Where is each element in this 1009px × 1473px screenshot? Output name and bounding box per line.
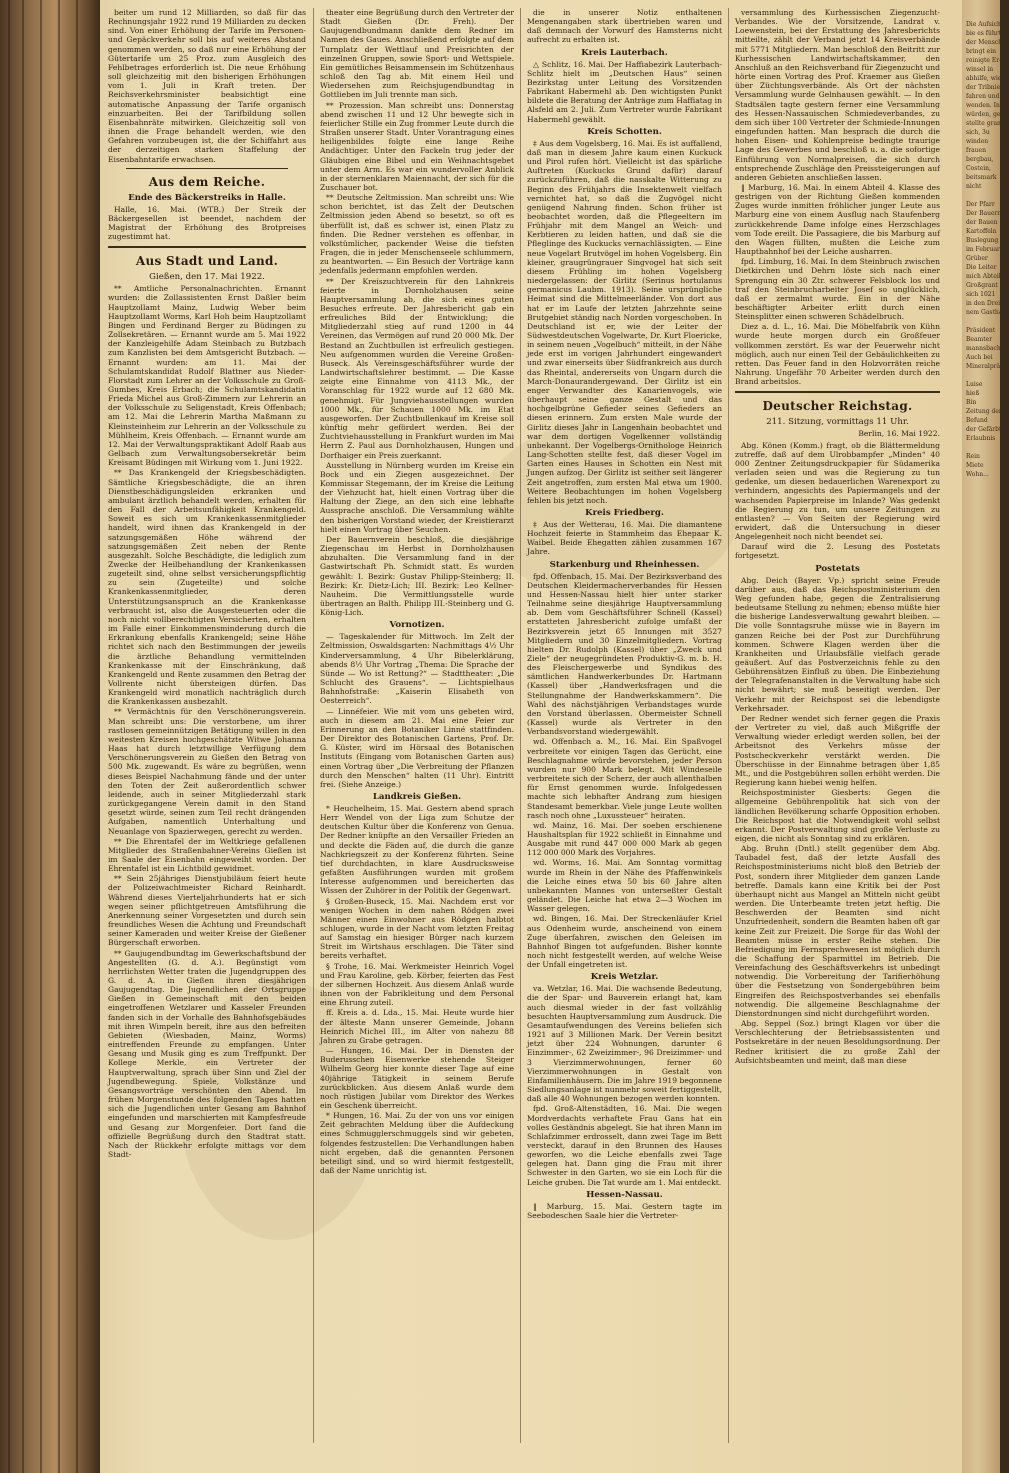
article-text: ** Sein 25jähriges Dienstjubiläum feiert heute der Polizeiwachtmeister Richard Reinhardt. Während dieses Vierteljahrhunderts hat er sich wegen seiner pflichtgetreuen Amtsführung die Anerkennung seiner Vorgesetzten und durch sein freundliches Wesen die Achtung und Freundschaft seiner Kameraden und weiter Kreise der Gießener Bürgerschaft erworben. [108,874,306,948]
section-heading: Starkenburg und Rheinhessen. [549,559,700,570]
article-text: ‖ Marburg, 15. Mai. Gestern tagte im Seebodeschen Saale hier die Vertreter- [527,1201,722,1220]
article-text: Darauf wird die 2. Lesung des Postetats fortgesetzt. [735,542,940,561]
article-text: ** Die Ehrentafel der im Weltkriege gefallenen Mitglieder des Straßenbahner-Vereins Gießen ist im Saale der Eisenbahn eingeweiht worden. Der Ehrentafel ist ein Lichtbild gewidmet. [108,836,306,874]
session-line: 211. Sitzung, vormittags 11 Uhr. [766,417,909,428]
article-text: fpd. Offenbach, 15. Mai. Der Bezirksverband des Deutschen Kleidermacherverbandes für Hessen und Hessen-Nassau hielt hier unter starker Teilnahme seine diesjährige Hauptversammlung ab. Dem vom Geschäftsführer Schnell (Kassel) erstatteten Jahresbericht zufolge umfaßt der Bezirksverein jetzt 65 Innungen mit 3527 Mitgliedern und 30 Einzelmitgliedern. Vortrag hielten Dr. Rudolph (Kassel) über „Zweck und Ziele“ der neugegründeten Produktiv-G. m. b. H. des Fleischergewerbe und Syndikus des sämtlichen Handwerkerbundes Dr. Hartmann (Kassel) über „Handwerksfragen und die Stellungnahme der Handwerkskammern“. Die Wahl des nächstjährigen Verbandstages wurde den Vorstand überlassen. Obermeister Schnell (Kassel) wurde als Vertreter in den Verbandsvorstand wiedergewählt. [527,571,722,737]
section-heading: Landkreis Gießen. [372,791,462,802]
article-text: versammlung des Kurhessischen Ziegenzucht-Verbandes. Wie der Vorsitzende, Landrat v. Loewenstein, bei der Erstattung des Jahresberichts mitteilte, zählt der Verband jetzt 14 Kreisverbände mit 5771 Mitgliedern. Man beschloß den Beitritt zur Kurhessischen Landwirtschaftskammer, den Anschluß an den Reichsverband für Ziegenzucht und hörte einen Vortrag des Prof. Kraemer aus Gießen über Züchtungsverbände. Als Ort der nächsten Versammlung wurde Gelnhausen gewählt. — In den Stadtsälen tagte gestern ferner eine Versammlung des Hessen-Nassauischen Schmiedeverbandes, zu dem sich über 100 Vertreter der Schmiede-Innungen eingefunden hatten. Man besprach die durch die hohen Eisen- und Kohlenpreise bedingte traurige Lage des Gewerbes und beschloß u. a. die sofortige Einführung von Normalpreisen, die sich durch entsprechende Zuschläge den Preissteigerungen auf anderen Gebieten anschließen lassen. [735,8,940,182]
article-text: § Großen-Buseck, 15. Mai. Nachdem erst vor wenigen Wochen in dem nahen Rödgen zwei Männer einen Einwohner aus Rödgen halbtot schlugen, wurde in der Nacht vom letzten Freitag auf Samstag ein hiesiger Bürger nach kurzem Streit im Wirtshaus erschlagen. Die Täter sind bereits verhaftet. [320,896,514,961]
article-text: ** Prozession. Man schreibt uns: Donnerstag abend zwischen 11 und 12 Uhr bewegte sich in feierlicher Stille ein Zug frommer Leute durch die Straßen unserer Stadt. Unter Vorantragung eines heiligenbildes folgte eine lange Reihe Andächtiger. Unter den Fackeln trug jeder der Gläubigen eine Bibel und ein Weihnachtsgebet unter dem Arm. Es war ein wundervoller Anblick in der sternenklaren Maiennacht, der sich für die Zuschauer bot. [320,100,514,192]
article-text: wd. Worms, 16. Mai. Am Sonntag vormittag wurde im Rhein in der Nähe des Pfaffenwinkels die Leiche eines etwa 50 bis 60 Jahre alten unbekannten Mannes von unterseßter Gestalt geländet. Die Leiche hat etwa 2—3 Wochen im Wasser gelegen. [527,858,722,914]
article-text: ** Gaujugendbundtag im Gewerkschaftsbund der Angestellten (G. d. A.). Begünstigt vom herrlichsten Wetter traten die Jugendgruppen des G. d. A. in Gießen ihren diesjährigen Gaujugendtag. Die Jugendlichen der Ortsgruppe Gießen in Gemeinschaft mit den beiden eingetroffenen Wetzlarer und Kasseler Freunden fanden sich in der Vorhalle des Bahnhofsgebäudes mit ihren Wimpeln bereit, ihre aus den befreiten Gebieten (Wiesbaden, Mainz, Worms) eintreffenden Freunde zu empfangen. Unter Gesang und Musik ging es zum Treffpunkt. Der Kollege Merkle, ein Vertreter der Hauptverwaltung, sprach über Sinn und Ziel der Jugendbewegung. Spiele, Volkstänze und Gesangsvorträge verschönten den Abend. Im frühen Morgenstunde des folgenden Tages hatten sich die Jugendlichen unter Gesang am Bahnhof eingefunden und marschierten mit Kampfesfreude und Gesang zur Morgenfeier. Dort fand die offizielle Begrüßung durch den Stadtrat statt. Nach der Rückkehr erfolgte mittags vor dem Stadt- [108,948,306,1159]
article-text: § Trohe, 16. Mai. Werkmeister Heinrich Vogel und Frau Karoline, geb. Körber, feierten das Fest der silbernen Hochzeit. Aus diesem Anlaß wurde ihnen von der Fabrikleitung und dem Personal eine Ehrung zuteil. [320,961,514,1008]
article-text: ** Der Kreiszuchtverein für den Lahnkreis feierte in Dornholzhausen seine Hauptversammlung ab, die sich eines guten Besuches erfreute. Der Jahresbericht gab ein erfreuliches Bild der Entwicklung; die Mitgliederzahl stieg auf rund 1200 in 44 Vereinen, das Vermögen auf rund 20 000 Mk. Der Bestand an Zuchtbullen ist erfreulich gestiegen. Neu aufgenommen wurden die Vereine Großen-Buseck. Als Vereinsgeschäftsführer wurde der Landwirtschaftslehrer bestimmt. — Die Kasse zeigte eine Einnahme von 4113 Mk., der Voranschlag für 1922 wurde auf 12 680 Mk. genehmigt. Für Jungviehausstellungen wurden 1000 Mk., für Schauen 1000 Mk. im Etat ausgeworfen. Der Zuchtbullenkauf im Kreise soll künftig mehr gefördert werden. Bei der Zuchtviehausstellung in Frankfurt wurden im Mai Herrn Z. Paul aus Dornholzhausen, Hungen und Dorfhaiger ein Preis zuerkannt. [320,276,514,460]
article-text: fpd. Groß-Altenstädten, 16. Mai. Die wegen Mordverdachts verhaftete Frau Gans hat ein volles Geständnis abgelegt. Sie hat ihren Mann im Schlafzimmer erdrosselt, dann zwei Tage im Bett versteckt, darauf in den Brunnen des Hauses geworfen, wo die Leiche ebenfalls zwei Tage gelegen hat. Dann ging die Frau mit ihrer Schwester in den Garten, wo sie ein Loch für die Leiche gruben. Die Tat wurde am 1. Mai entdeckt. [527,1104,722,1187]
column-3 [527,8,722,1448]
column-2 [320,8,514,1448]
article-text: * Hungen, 16. Mai. Zu der von uns vor einigen Zeit gebrachten Meldung über die Aufdeckung eines Schmugglerschmuggels sind wir gebeten, folgendes festzustellen: Die Verhandlungen haben nicht ergeben, daß die genannten Personen beteiligt sind, und so wird hiermit festgestellt, daß der Name unrichtig ist. [320,1111,514,1176]
article-headline: Ende des Bäckerstreiks in Halle. [128,192,286,203]
section-heading: Aus Stadt und Land. [135,254,279,269]
article-text: △ Schlitz, 16. Mai. Der Haffiabezirk Lauterbach-Schlitz hielt im „Deutschen Haus“ seinen Bezirkstag unter Leitung des Vorsitzenden Fabrikant Habermehl ab. Den wichtigsten Punkt bildete die Beratung der Anträge zum Haffiatag in Alsfeld am 2. Juli. Zum Vertreter wurde Fabrikant Habermehl gewählt. [527,59,722,124]
article-text: wd. Offenbach a. M., 16. Mai. Ein Spaßvogel verbreitete vor einigen Tagen das Gerücht, eine Beschlagnahme würde bevorstehen, jeder Person wurden nur 900 Mark belegt. Mit Windeseile verbreitete sich der Scherz, der auch allenthalben für Ernst genommen wurde. Infolgedessen machte sich lebhafter Andrang zum hiesigen Standesamt bemerkbar. Viele junge Leute wollten rasch noch ohne „Luxussteuer“ heiraten. [527,737,722,820]
section-heading: Kreis Friedberg. [585,507,664,518]
article-text: wd. Bingen, 16. Mai. Der Streckenläufer Kriel aus Odenheim wurde, anscheinend von einem Zuge überfahren, zwischen den Geleisen im Bahnhof Bingen tot aufgefunden. Bisher konnte noch nicht festgestellt werden, auf welche Weise der Unfall eingetreten ist. [527,914,722,970]
article-text: va. Wetzlar, 16. Mai. Die wachsende Bedeutung, die der Spar- und Bauverein erlangt hat, kam auch diesmal wieder in der fast vollzählig besuchten Hauptversammlung zum Ausdruck. Die Gesamtaufwendungen des Vereins beliefen sich 1921 auf 3 Millionen Mark. Der Verein besitzt jetzt über 224 Wohnungen, darunter 6 Einzimmer-, 62 Zweizimmer-, 96 Dreizimmer- und 3 Vierzimmerwohnungen, ferner 60 Vierzimmerwohnungen in Gestalt von Einfamilienhäusern. Die im Jahre 1919 begonnene Siedlungsanlage ist nunmehr soweit fertiggestellt, daß alle 40 Wohnungen bezogen werden konnten. [527,984,722,1104]
article-text: die in unserer Notiz enthaltenen Mengenangaben stark übertrieben waren und daß demnach der Vorwurf des Hamsterns nicht aufrecht zu erhalten ist. [527,8,722,45]
book-binding [0,0,100,1473]
article-text: beiter um rund 12 Milliarden, so daß für das Rechnungsjahr 1922 rund 19 Milliarden zu decken sind. Von einer Erhöhung der Tarife im Personen- und Gepäckverkehr soll bis auf weiteres Abstand genommen werden, so daß nur eine Erhöhung der Gütertarife um 25 Proz. zum Ausgleich des Fehlbetrages erforderlich ist. Die neue Erhöhung soll gleichzeitig mit den bisherigen Erhöhungen vom 1. Juli in Kraft treten. Der Reichsverkehrsminister beabsichtigt eine automatische Anpassung der Tarife organisch einzuarbeiten. Bei der Tarifbildung sollen Eisenbahnräte mitwirken. Gleichzeitig soll von ihnen die Frage behandelt werden, wie den Gefahren vorzubeugen ist, die der Schiffahrt aus der derzeitigen starken Staffelung der Eisenbahntarife erwachsen. [108,8,306,164]
article-text: Abg. Könen (Komm.) fragt, ob die Blättermeldung zutreffe, daß auf dem Ulrobbampfer „Minden“ 40 000 Zentner Zeitungsdruckpapier für Südamerika verladen seien und was die Regierung zu tun gedenke, um diesen bedauerlichen Warenexport zu verhindern, angesichts des Papiermangels und der wachsenden Papierpreise im Inlande? Was gedenkt die Regierung zu tun, um unsere Zeitungen zu entlasten? — Von Seiten der Regierung wird erwidert, daß die Untersuchung in dieser Angelegenheit noch nicht beendet sei. [735,440,940,542]
dateline: Berlin, 16. Mai 1922. [858,429,940,439]
article-text: — Tageskalender für Mittwoch. Im Zelt der Zeltmission, Oswaldsgarten: Nachmittags 4½ Uhr Kinderversammlung, 4 Uhr Bibelerklärung, abends 8½ Uhr Vortrag „Thema: Die Sprache der Sünde — Wo ist Rettung?“ — Stadttheater: „Die Schlucht des Grauens“. — Lichtspielhaus Bahnhofstraße: „Kaiserin Elisabeth von Oesterreich“. [320,632,514,706]
section-heading: Kreis Wetzlar. [590,972,659,983]
article-text: Abg. Bruhn (Dntl.) stellt gegenüber dem Abg. Taubadel fest, daß der letzte Ausfall des Reichspostministeriums nicht bloß den Betrieb der Post, sondern ihrer Mitglieder dem ganzen Lande betreffe. Damals kann eine Kritik bei der Post überhaupt nicht aus Mangel an Mitteln nicht geübt werden. Die Unterbeamte treten jetzt heftig. Die Beschwerden der Beamten sind nicht Unzufriedenheit, sondern die Beamten haben oft gar keine Zeit zur Freizeit. Die Sorge für das Wohl der Beamten müsse in erster Reihe stehen. Die Befriedigung im Fernsprechwesen ist möglich durch die Schaffung der Sparmittel im Betrieb. Die Vereinfachung des Geschäftsverkehrs ist unbedingt notwendig. Die Vorbereitung der Tarifierhöhung über die Festsetzung von Sondergebühren beim Eingreifen des Reichspostverbandes sei ebenfalls notwendig. Die allgemeine Beschlagnahme der Dienstordnungen sind nicht durchgeführt worden. [735,844,940,1018]
section-heading: Deutscher Reichstag. [762,399,913,414]
section-heading: Hessen-Nassau. [586,1189,663,1200]
column-1 [108,8,306,1448]
article-text: Der Redner wendet sich ferner gegen die Praxis der Vertreter zu viel, daß auch Mißgriffe der Verwaltung wieder erledigt werden sollen, bei der Arbeitsnot des Verkehrs müsse der Postscheckverkehr verstärkt werden. Die Überschüsse in der Einnahme betragen über 1,85 Mt., und die Postgebühren sollen erhöht werden. Die Regierung kann hiebei wenig helfen. [735,713,940,788]
divider [126,168,288,169]
article-text: Der Bauernverein beschloß, die diesjährige Ziegenschau im Herbst in Dornholzhausen abzuhalten. Die Versammlung fand in der Gastwirtschaft Ph. Schmidt statt. Es wurden gewählt: I. Bezirk: Gustav Philipp-Steinberg; II. Bezirk: Kr. Dietz-Lich; III. Bezirk: Leo Kellner-Nauheim. Die Vermittlungsstelle wurde übertragen an Balth. Philipp III.-Steinberg und G. König-Lich. [320,534,514,618]
article-text: ** Deutsche Zeltmission. Man schreibt uns: Wie schon berichtet, ist das Zelt der Deutschen Zeltmission jeden Abend so besetzt, so oft es überfüllt ist, daß es schwer ist, einen Platz zu finden. Die Redner verstehen es offenbar, in volkstümlicher, packender Weise die tiefsten Fragen, die in jeder Menschenseele schlummern, zu beantworten. — Ein Besuch der Vorträge kann jedenfalls jedermann empfohlen werden. [320,193,514,276]
article-text: Abg. Seppel (Soz.) bringt Klagen vor über die Verschlechterung der Betriebsassistenten und Postsekretäre in der neuen Besoldungsordnung. Der Redner kritisiert die zu große Zahl der Aufsichtsbeamten und meint, daß man diese [735,1019,940,1065]
article-text: Reichspostminister Giesberts: Gegen die allgemeine Gebührenpolitik hat sich von der ländlichen Bevölkerung scharfe Opposition erhoben. Die Reichspost hat die Notwendigkeit wohl selbst erkannt. Der Postverwaltung sind große Verluste zu eigen, die nicht als Sonntag sind zu erklären. [735,788,940,843]
section-heading: Aus dem Reiche. [148,174,266,189]
article-text: Ausstellung in Nürnberg wurden im Kreise ein Bock und ein Ziegen ausgezeichnet. Der Kommissar Stegemann, der im Kreise die Leitung der Viehzucht hat, hielt einen Vortrag über die Haltung der Ziege, an den sich eine lebhafte Aussprache anschloß. Die Versammlung wählte den bisherigen Vorstand wieder, der Kreistierarzt hielt einen Vortrag über Seuchen. [320,460,514,534]
section-heading: Kreis Schotten. [587,126,662,137]
article-text: ** Das Krankengeld der Kriegsbeschädigten. Sämtliche Kriegsbeschädigte, die an ihren Dienstbeschädigungsleiden erkranken und ambulant ärztlich behandelt werden, erhalten für den Fall der Arbeitsunfähigkeit Krankengeld. Soweit es sich um Krankenkassenmitglieder handelt, wird ihnen das Krankengeld in der satzungsgemäßen Höhe während der satzungsgemäßen Zeit neben der Rente ausgezahlt. Solche Beschädigte, die lediglich zum Zwecke der Heilbehandlung der Krankenkassen zugeteilt sind, ohne selbst versicherungspflichtig zu sein (Zugeteilte) und solche Krankenkassenmitglieder, deren Unterstützungsanspruch an die Krankenkasse verbraucht ist, also die Ausgesteuerten oder die noch nicht vollberechtigten Versicherten, erhalten im Falle einer Einkommensminderung durch die Erkrankung ebenfalls Krankengeld; seine Höhe richtet sich nach den Bestimmungen der jeweils die ärztliche Behandlung vermittelnden Krankenkasse mit der Einschränkung, daß Krankengeld und Rente zusammen den Betrag der Vollrente nicht übersteigen dürfen. Das Krankengeld wird monatlich nachträglich durch die Krankenkassen ausbezahlt. [108,468,306,707]
section-heading: Postetats [815,563,860,574]
article-text: ** Vermächtnis für den Verschönerungsverein. Man schreibt uns: Die verstorbene, um ihrer rastlosen gemeinnützigen Betätigung willen in den weitesten Kreisen hochgeschätzte Witwe Johanna Haas hat durch letztwillige Verfügung dem Verschönerungsverein zu Gießen den Betrag von 500 Mk. zugewandt. Es wäre zu begrüßen, wenn dieses Beispiel Nachahmung fände und der unter den Toten der Zeit außerordentlich schwer leidende, auch in seiner Mitgliederzahl stark zurückgegangene Verein damit in den Stand gesetzt würde, seinen zum Teil recht drängenden Aufgaben, namentlich Unterhaltung und Neuanlage von Spazierwegen, gerecht zu werden. [108,707,306,836]
article-text: ‖ Marburg, 16. Mai. In einem Abteil 4. Klasse des gestrigen von der Richtung Gießen kommenden Zuges wurde inmitten fröhlicher junger Leute aus Marburg eine von einem Ausflug nach Staufenberg zurückkehrende Dame infolge eines Herzschlages vom Tode ereilt. Die Passagiere, die bis Marburg auf den Wagen füllten, mußten die Leiche zum Hauptbahnhof bei der Leiche ausharren. [735,182,940,257]
article-text: ** Amtliche Personalnachrichten. Ernannt wurden: die Zollassistenten Ernst Daßler beim Hauptzollamt Mainz, Ludwig Weber beim Hauptzollamt Worms, Karl Hoh beim Hauptzollamt Bingen und Ferdinand Berger zu Büdingen zu Zollsekretären. — Ernannt wurde am 5. Mai 1922 der Kanzleigehilfe Adam Steinbach zu Butzbach zum Kanzlisten bei dem Amtsgericht Butzbach. — Ernannt wurden: am 11. Mai der Schulamtskandidat Rudolf Blattner aus Nieder-Florstadt zum Lehrer an der Volksschule zu Groß-Gumbes, Kreis Erbach; die Schulamtskandidatin Frieda Michel aus Groß-Zimmern zur Lehrerin an der Volksschule zu Seligenstadt, Kreis Offenbach; am 12. Mai die Lehrerin Martha Maßmann zu Kleinsteinheim zur Lehrerin an der Volksschule zu Mühlheim, Kreis Offenbach. — Ernannt wurde am 12. Mai der Verwaltungspraktikant Adolf Raab aus Gelbach zum Verwaltungsobersekretär beim Kreisamt Büdingen mit Wirkung vom 1. Juni 1922. [108,284,306,468]
article-text: Diez a. d. L., 16. Mai. Die Möbelfabrik von Kühn wurde heute morgen durch ein Großfeuer vollkommen zerstört. Es war der Feuerwehr nicht möglich, auch nur einen Teil der Gebäulichkeiten zu retten. Das Feuer fand in den Holzvorräten reiche Nahrung. Ungefähr 70 Arbeiter werden durch den Brand arbeitslos. [735,322,940,387]
article-text: * Heuchelheim, 15. Mai. Gestern abend sprach Herr Wendel von der Liga zum Schutze der deutschen Kultur über die Konferenz von Genua. Der Redner knüpfte an den Versailler Frieden an und deckte die Fäden auf, die durch die ganze Nachkriegszeit zu der Konferenz führten. Seine tief durchdachten, in klare Ausdrucksweise gefaßten Ausführungen wurden mit großem Interesse aufgenommen und bereicherten das Wissen der Zuhörer in der Politik der Gegenwart. [320,803,514,896]
article-text: Abg. Deich (Bayer. Vp.) spricht seine Freude darüber aus, daß das Reichspostministerium den Weg gefunden habe, gegen die Zentralisierung bedeutsame Stellung zu nehmen; ebenso müßte hier die bisherige Landesverwaltung gewahrt bleiben. — Die volle Sonntagsruhe müsse wie in Bayern im ganzen Reiche bei der Post zur Durchführung kommen. Schwere Klagen werden über die Krankheiten und Urlaubsfälle vielfach gerade geäußert. Auf das Postverzeichnis fehle zu den Gebührensätzen Einfluß zu üben. Die Einbeziehung der Telegrafenanstalten in die Verwaltung habe sich nicht bewährt; sie muß beseitigt werden. Der Verkehr mit der Reichspost sei die lebendigste Verkehrsader. [735,575,940,713]
divider [108,246,306,248]
next-page-edge [962,0,1009,1473]
section-heading: Vornotizen. [389,620,445,631]
newspaper-page [100,0,962,1473]
divider [735,391,940,393]
article-text: theater eine Begrüßung durch den Vertreter der Stadt Gießen (Dr. Freh). Der Gaujugendbundmann dankte dem Redner im Namen des Gaues. Anschließend erfolgte auf dem Turnplatz der Wettlauf und Preisrichten der einzelnen Gruppen, sowie Sport- und Wettspiele. Ein gemütliches Beisammensein im Schützenhaus schloß den Tag ab. Mit einem Heil und Wiedersehen zum Reichsjugendbundtag in Gottlieben im Juli trennte man sich. [320,8,514,100]
column-4 [735,8,940,1448]
article-text: ff. Kreis a. d. Lda., 15. Mai. Heute wurde hier der älteste Mann unserer Gemeinde, Johann Heinrich Michel III., im Alter von nahezu 88 Jahren zu Grabe getragen. [320,1008,514,1045]
article-text: — Hungen, 16. Mai. Der in Diensten der Buderusschen Eisenwerke stehende Steiger Wilhelm Georg hier konnte dieser Tage auf eine 40jährige Tätigkeit in seinem Berufe zurückblicken. Aus diesem Anlaß wurde dem noch rüstigen Jubilar vom Direktor des Werkes ein Geschenk überreicht. [320,1046,514,1110]
article-text: Halle, 16. Mai. (WTB.) Der Streik der Bäckergesellen ist beendet, nachdem der Magistrat der Erhöhung des Brotpreises zugestimmt hat. [108,204,306,242]
article-text: ‡ Aus der Wetterau, 16. Mai. Die diamantene Hochzeit feierte in Stammheim das Ehepaar K. Waibel. Beide Ehegatten zählen zusammen 167 Jahre. [527,519,722,557]
article-text: ‡ Aus dem Vogelsberg, 16. Mai. Es ist auffallend, daß man in diesem Jahre kaum einen Kuckuck und Pirol rufen hört. Vielleicht ist das spärliche Auftreten (Kuckucks Grund dafür) darauf zurückzuführen, daß die nasskalte Witterung zu Beginn des Frühjahrs die Insektenwelt vielfach vernichtet hat, so daß die Zugvögel nicht genügend Nahrung finden. Schon früher ist beobachtet worden, daß die Pflegeeltern im Frühjahr mit dem Mangel an Weich- und Kerbtieren zu leiden hatten, und daß sie die Pfleglinge des Kuckucks vernachlässigten. — Eine neue Vogelart Brutvögel im hohen Vogelsberg. Ein kleiner, graugrüngrauer Singvogel hat sich seit diesem Frühling im hohen Vogelsberg niedergelassen: der Girlitz (Serinus hortulanus germanicus Laubm. 1913). Seine ursprüngliche Heimat sind die Mittelmeerländer. Von dort aus hat er im Laufe der letzten Jahrzehnte seine Brutgebiet ständig nach Norden vorgeschoben. In Deutschland ist er, wie der Leiter der Südwestdeutschen Vogelwarte, Dr. Kurt Floericke, in seinem neuen „Vogelbuch“ mitteilt, in der Nähe jede erst im vorigen Jahrhundert eingewandert und zwar einerseits über Südfrankreich aus durch das Rheintal, andererseits von Ungarn durch die March-Donaurandergewand. Der Girlitz ist ein enger Verwandter des Kanarienvogels, wie überhaupt seine ganze Gestalt und das hochgelbgrüne Gefieder seines Gefieders an diesen erinnern. Zum ersten Male wurde der Girlitz dieses Jahr in Langenhain beobachtet und war dem dortigen Vogelkenner vollständig unbekannt. Der Vogelbergs-Ornithologe Heinrich Lang-Schotten stellte fest, daß dieser Vogel im Garten eines Hauses in Schotten ein Nest mit Jungen aufzog. Der Girlitz ist seither seit längerer Zeit angetroffen, zum ersten Mal etwa um 1900. Weitere Beobachtungen im hohen Vogelsberg fehlen bis jetzt noch. [527,138,722,505]
section-heading: Kreis Lauterbach. [581,47,668,58]
next-page-text: Die Aufsicht bie es führt der Menschen bringt ein reinigte Er- winsel in abhilfe, wie der Tribnien fahren und wenden. In würden, ge- stellte grant sich, 3u winden frauen bergbau, Costein, beitsmark nicht Der Pfarr Der Bauern der Bauen Kartoffeln Buslegung im Februar Grüber Die Leiter mich Abteil Großgrant sich 1021 in den Drei nem Gastha Präsident Beamter mannsbach Auch bei Mineralpräs Luise hieß Bin Zeitung der Befund der Gefärbt Erlaubnis Rein Miete Wohn... [966,21,1009,478]
dateline: Gießen, den 17. Mai 1922. [149,272,265,283]
article-text: wd. Mainz, 16. Mai. Der soeben erschienene Haushaltsplan für 1922 schließt in Einnahme und Ausgabe mit rund 447 000 000 Mark ab gegen 112 000 000 Mark des Vorjahres. [527,820,722,858]
article-text: fpd. Limburg, 16. Mai. In dem Steinbruch zwischen Dietkirchen und Dehrn löste sich nach einer Sprengung ein 30 Ztr. schwerer Felsblock los und traf den Steinbrucharbeiter Josef so unglücklich, daß er zermalmt wurde. Ein in der Nähe beschäftigter Arbeiter erlitt durch einen Steinsplitter einen schweren Schädelbruch. [735,257,940,322]
article-text: — Linnéfeier. Wie mit vom uns gebeten wird, auch in diesem am 21. Mai eine Feier zur Erinnerung an den Botaniker Linné stattfinden. Der Direktor des Botanischen Gartens, Prof. Dr. G. Küster, wird im Hörsaal des Botanischen Instituts (Eingang vom Botanischen Garten aus) einen Vortrag über „Die Verbreitung der Pflanzen durch den Menschen“ halten (11 Uhr). Eintritt frei. (Siehe Anzeige.) [320,706,514,789]
